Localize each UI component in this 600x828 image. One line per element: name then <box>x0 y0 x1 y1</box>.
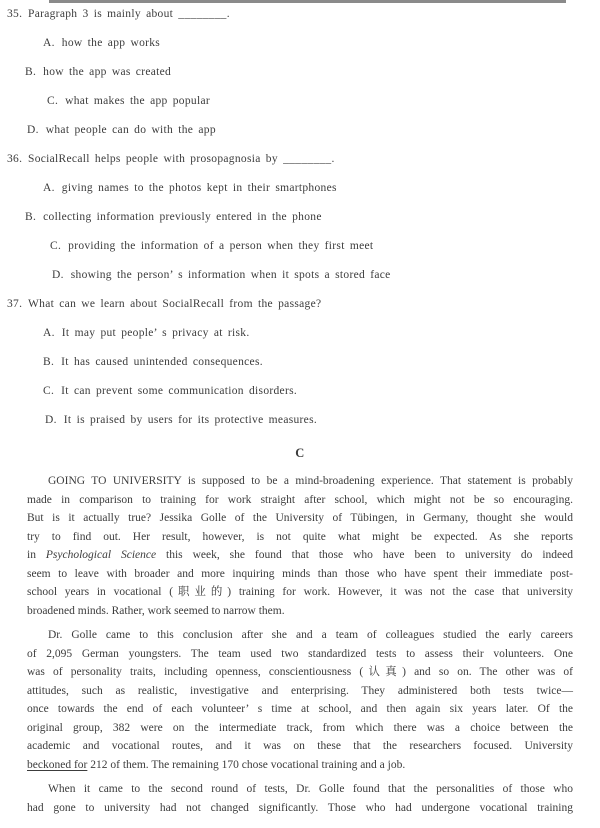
section-c-heading: C <box>295 446 305 460</box>
option-label: B. <box>43 356 55 368</box>
passage-line: broadened minds. Rather, work seemed to narrow them. <box>27 604 285 617</box>
option-text: how the app was created <box>43 66 172 78</box>
option-text: what people can do with the app <box>45 124 216 136</box>
passage-line: But is it actually true? Jessika Golle of the University of Tübingen, in Germany, thought she would <box>27 512 573 524</box>
option-label: D. <box>45 414 57 426</box>
option-text: It can prevent some communication disorders. <box>61 385 298 397</box>
option-label: A. <box>43 327 55 339</box>
passage-line: seem to leave with broader and more inquiring minds than those who have spent their immediate post- <box>27 567 573 580</box>
question-36-stem <box>0 152 600 181</box>
passage-line: had gone to university had not changed significantly. Those who had undergone vocational training <box>27 801 573 814</box>
question-36-option-d <box>0 268 600 297</box>
passage-line: attitudes, such as realistic, investigative and enterprising. They administered both tests twice— <box>27 684 573 697</box>
question-number: 35. <box>7 8 23 20</box>
passage-line: When it came to the second round of tests, Dr. Golle found that the personalities of those who <box>48 783 573 795</box>
option-text: how the app works <box>61 37 161 49</box>
option-text: It may put people’ s privacy at risk. <box>61 327 250 339</box>
question-35-option-c <box>0 94 600 123</box>
passage-text: in <box>27 549 36 561</box>
option-label: D. <box>52 269 64 281</box>
cut-off-rule <box>49 0 566 3</box>
journal-title: Psychological Science <box>45 549 157 561</box>
question-36-option-c <box>0 239 600 268</box>
option-label: A. <box>43 37 55 49</box>
option-label: C. <box>47 95 59 107</box>
question-35-option-a <box>0 36 600 65</box>
option-label: C. <box>43 385 55 397</box>
passage-line <box>27 546 573 565</box>
question-text: Paragraph 3 is mainly about ________. <box>28 8 230 20</box>
passage-text: this week, she found that those who have been to university do indeed <box>166 549 574 561</box>
passage-line: once towards the end of each volunteer’ s time at school, and then again six years later. Of the <box>27 703 573 715</box>
passage-paragraph-1 <box>27 472 573 620</box>
option-text: showing the person’ s information when it spots a stored face <box>70 269 391 281</box>
option-text: providing the information of a person when they first meet <box>68 240 374 252</box>
passage-line: Dr. Golle came to this conclusion after she and a team of colleagues studied the early careers <box>48 629 573 641</box>
option-text: It has caused unintended consequences. <box>61 356 263 368</box>
passage-line: try to find out. Her result, however, is not quite what might be expected. As she reports <box>27 530 573 543</box>
option-text: collecting information previously entered in the phone <box>43 211 322 223</box>
option-text: It is praised by users for its protective measures. <box>63 414 318 426</box>
option-label: D. <box>27 124 39 136</box>
option-text: giving names to the photos kept in their smartphones <box>61 182 337 194</box>
option-label: A. <box>43 182 55 194</box>
option-label: B. <box>25 66 37 78</box>
option-label: B. <box>25 211 37 223</box>
question-text: SocialRecall helps people with prosopagnosia by ________. <box>28 153 335 165</box>
passage-line: academic and vocational routes, and it was on these that the researchers focused. University <box>27 740 573 752</box>
question-37-stem <box>0 297 600 326</box>
question-number: 36. <box>7 153 23 165</box>
question-36-option-a <box>0 181 600 210</box>
question-35-stem <box>0 7 600 36</box>
question-text: What can we learn about SocialRecall from the passage? <box>28 298 322 310</box>
passage-line: GOING TO UNIVERSITY is supposed to be a mind-broadening experience. That statement is probably <box>48 475 573 487</box>
passage-line: made in comparison to training for work straight after school, which might not be so encouraging. <box>27 493 573 506</box>
question-37-option-d <box>0 413 600 442</box>
question-37-option-c <box>0 384 600 413</box>
question-number: 37. <box>7 298 23 310</box>
question-37-option-a <box>0 326 600 355</box>
question-35-option-d <box>0 123 600 152</box>
underlined-phrase: beckoned for <box>27 758 88 771</box>
reading-passage <box>27 472 573 817</box>
option-label: C. <box>50 240 62 252</box>
question-36-option-b <box>0 210 600 239</box>
passage-paragraph-3 <box>27 780 573 817</box>
passage-line: original group, 382 were on the intermediate track, from which there was a choice between the <box>27 721 573 734</box>
passage-line: of 2,095 German youngsters. The team used two standardized tests to assess their volunteers. One <box>27 647 573 660</box>
passage-line: school years in vocational (职业的) training for work. However, it was not the case that university <box>27 586 573 598</box>
question-35-option-b <box>0 65 600 94</box>
passage-line: was of personality traits, including openness, conscientiousness (认真) and so on. The other was of <box>27 666 573 678</box>
passage-line <box>27 756 573 775</box>
question-37-option-b <box>0 355 600 384</box>
passage-text: 212 of them. The remaining 170 chose vocational training and a job. <box>87 758 406 771</box>
passage-paragraph-2 <box>27 626 573 774</box>
option-text: what makes the app popular <box>65 95 210 107</box>
